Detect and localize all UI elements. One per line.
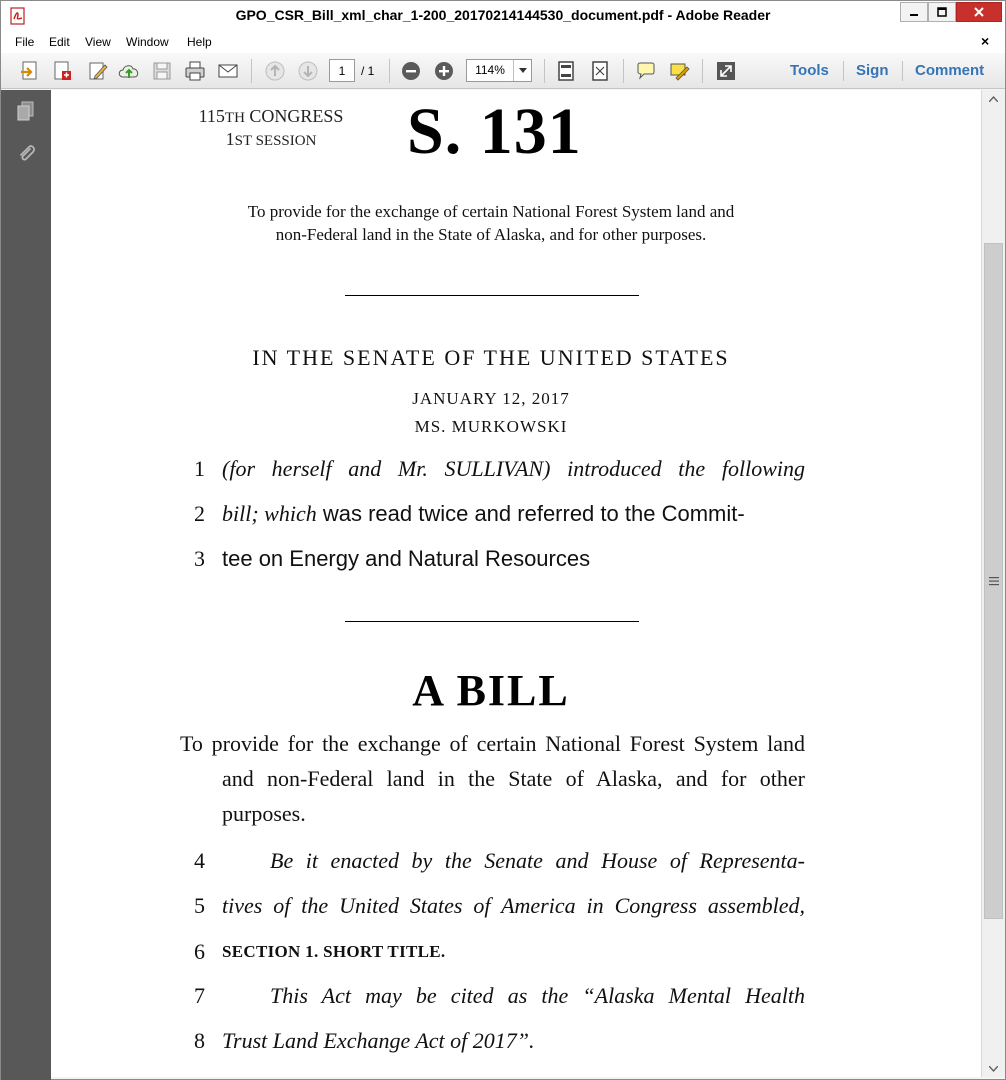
toolbar-separator [902,61,903,81]
introduced-date: JANUARY 12, 2017 [412,389,570,408]
numbered-line [171,893,811,927]
vertical-scrollbar[interactable] [981,90,1005,1077]
page-total-label: / 1 [361,64,375,78]
window-title: GPO_CSR_Bill_xml_char_1-200_20170214144530_document.pdf - Adobe Reader [235,7,771,23]
line-number: 3 [194,546,205,571]
next-page-icon[interactable] [295,58,321,84]
print-icon[interactable] [182,58,208,84]
line-text: Trust Land Exchange Act of 2017”. [222,1028,535,1053]
congress-line: 115TH CONGRESS [198,106,344,126]
comment-bubble-icon[interactable] [633,58,659,84]
section-title: SECTION 1. SHORT TITLE. [222,942,446,961]
fit-page-icon[interactable] [553,58,579,84]
divider-rule [345,295,639,296]
toolbar-separator [843,61,844,81]
line-text: bill; which was read twice and referred to the Commit- [222,501,745,526]
maximize-button[interactable] [928,2,956,22]
numbered-line [171,983,811,1017]
session-line: 1ST SESSION [225,129,317,149]
tools-pane-button[interactable]: Tools [790,62,829,79]
toolbar-separator [623,59,624,83]
close-button[interactable] [956,2,1002,22]
create-pdf-icon[interactable] [49,58,75,84]
line-number: 6 [194,939,205,964]
line-number: 7 [194,983,205,1008]
document-page [51,90,981,1077]
chamber-heading: IN THE SENATE OF THE UNITED STATES [252,345,730,370]
title-bar [1,1,1005,31]
scrollbar-thumb[interactable] [984,243,1003,919]
line-number: 1 [194,456,205,481]
navigation-pane [1,90,51,1080]
edit-pdf-icon[interactable] [85,58,111,84]
purpose-summary-line-2: non-Federal land in the State of Alaska, and for other purposes. [275,225,707,244]
numbered-line [171,848,811,882]
minimize-button[interactable] [900,2,928,22]
attachments-icon[interactable] [15,142,37,164]
grip-icon [989,577,999,586]
page-number-input[interactable] [329,59,355,82]
numbered-line [171,1028,811,1062]
toolbar-separator [544,59,545,83]
chevron-down-icon[interactable] [513,60,531,81]
scroll-up-icon[interactable] [982,90,1005,107]
menu-help[interactable]: Help [187,35,212,49]
bill-heading: A BILL [412,666,570,715]
menu-file[interactable]: File [15,35,35,49]
toolbar-separator [389,59,390,83]
email-icon[interactable] [215,58,241,84]
fit-width-icon[interactable] [587,58,613,84]
close-document-button[interactable]: × [981,33,990,49]
zoom-select[interactable] [466,59,532,82]
sponsor-name: MS. MURKOWSKI [414,417,568,436]
purpose-summary-line-1: To provide for the exchange of certain National Forest System land and [247,202,735,221]
line-number: 4 [194,848,205,873]
line-text: tee on Energy and Natural Resources [222,546,591,571]
pages-icon[interactable] [15,100,37,122]
line-text: Be it enacted by the Senate and House of Representa- [270,848,805,873]
line-text: This Act may be cited as the “Alaska Mental Health [270,983,805,1008]
toolbar [1,53,1005,89]
highlight-text-icon[interactable] [666,58,692,84]
scroll-down-icon[interactable] [982,1060,1005,1077]
line-number: 2 [194,501,205,526]
bill-purpose: To provide for the exchange of certain National Forest System land and non-Federal land in the State of Alaska, and for other purposes. [180,731,805,826]
upload-cloud-icon[interactable] [116,58,142,84]
comment-pane-button[interactable]: Comment [915,62,985,79]
numbered-line [171,501,811,535]
menu-view[interactable]: View [85,35,111,49]
zoom-value: 114% [475,63,505,77]
numbered-line [171,546,811,580]
bill-number: S. 131 [407,95,582,168]
menu-edit[interactable]: Edit [49,35,70,49]
menu-bar [1,31,1005,53]
divider-rule [345,621,639,622]
line-text: (for herself and Mr. SULLIVAN) introduced the following [222,456,805,481]
menu-window[interactable]: Window [126,35,169,49]
numbered-line [171,456,811,490]
expand-icon[interactable] [713,58,739,84]
numbered-line [171,939,811,973]
zoom-out-icon[interactable] [398,58,424,84]
toolbar-separator [251,59,252,83]
line-number: 8 [194,1028,205,1053]
save-icon[interactable] [149,58,175,84]
bill-purpose-summary [196,200,786,246]
sign-pane-button[interactable]: Sign [856,62,889,79]
congress-header [181,106,361,152]
toolbar-separator [702,59,703,83]
line-number: 5 [194,893,205,918]
open-file-icon[interactable] [17,58,43,84]
line-text: tives of the United States of America in Congress assembled, [222,893,805,918]
previous-page-icon[interactable] [262,58,288,84]
zoom-in-icon[interactable] [431,58,457,84]
